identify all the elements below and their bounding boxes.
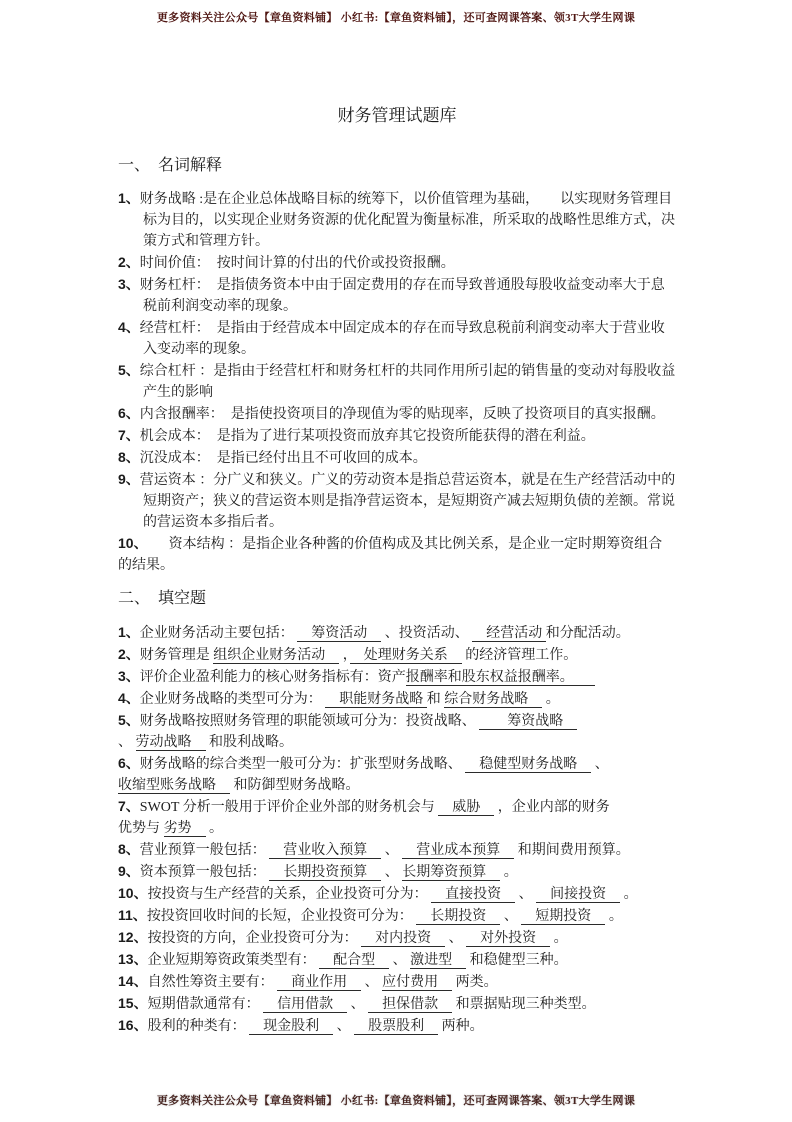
blank-answer: 报酬率和股东权益报酬率。 bbox=[405, 670, 595, 685]
definition-text: 财务杠杆： 是指债务资本中由于固定费用的存在而导致普通股每股收益变动率大于息税前利润变动率的现象。 bbox=[139, 278, 665, 314]
definition-text: 内含报酬率： 是指使投资项目的净现值为零的贴现率，反映了投资项目的真实报酬。 bbox=[139, 407, 665, 422]
question-text: 营业预算一般包括： bbox=[139, 843, 270, 858]
item-number: 7、 bbox=[118, 798, 140, 814]
question-text: 、 bbox=[445, 931, 467, 946]
question-text: 和期间费用预算。 bbox=[514, 843, 630, 858]
item-number: 1、 bbox=[118, 190, 140, 206]
fill-blank-item bbox=[118, 883, 676, 905]
question-text: 、 bbox=[500, 909, 522, 924]
question-text: 、 bbox=[381, 843, 403, 858]
item-number: 7、 bbox=[118, 427, 140, 443]
fill-blank-item bbox=[118, 949, 676, 971]
question-text: 财务战略的综合类型一般可分为：扩张型财务战略、 bbox=[139, 757, 466, 772]
fill-blank-item bbox=[118, 993, 676, 1015]
section-heading-definitions: 一、 名词解释 bbox=[118, 157, 223, 174]
fill-blank-item bbox=[118, 905, 676, 927]
definition-item bbox=[118, 274, 676, 317]
question-text: 按投资回收时间的长短，企业投资可分为： bbox=[146, 909, 417, 924]
question-text: 和票据贴现三种类型。 bbox=[452, 997, 596, 1012]
blank-answer: 筹资战略 bbox=[479, 714, 578, 729]
item-number: 1、 bbox=[118, 624, 140, 640]
item-number: 9、 bbox=[118, 471, 140, 487]
definition-text: 机会成本： 是指为了进行某项投资而放弃其它投资所能获得的潜在利益。 bbox=[139, 429, 595, 444]
blank-answer: 劣势 bbox=[163, 821, 206, 836]
definition-text: 时间价值： 按时间计算的付出的代价或投资报酬。 bbox=[139, 256, 455, 271]
question-text: 和防御型财务战略。 bbox=[230, 778, 360, 793]
fill-blank-item bbox=[118, 710, 676, 753]
blank-answer: 现金股利 bbox=[249, 1019, 334, 1034]
question-text: 、 bbox=[347, 997, 369, 1012]
item-number: 6、 bbox=[118, 755, 140, 771]
question-text: 财务战略按照财务管理的职能领域可分为：投资战略、 bbox=[139, 714, 480, 729]
blank-answer: 营业收入预算 bbox=[269, 843, 382, 858]
blank-answer: 对内投资 bbox=[361, 931, 446, 946]
page-header: 更多资料关注公众号【章鱼资料铺】 小红书:【章鱼资料铺】，还可查网课答案、领3T大学生网课 bbox=[156, 12, 636, 24]
question-text: ，企业内部的财务 bbox=[494, 800, 610, 815]
question-text: 、投资活动、 bbox=[381, 626, 473, 641]
question-text: ， bbox=[339, 648, 350, 663]
question-text: 和股利战略。 bbox=[205, 735, 293, 750]
blank-answer: 商业作用 bbox=[277, 975, 362, 990]
blank-answer: 职能财务战略 bbox=[325, 692, 427, 707]
question-text: 。 bbox=[550, 931, 568, 946]
item-number: 4、 bbox=[118, 690, 140, 706]
fill-blank-item bbox=[118, 839, 676, 861]
fill-blank-item bbox=[118, 1015, 676, 1037]
blank-answer: 威胁 bbox=[438, 800, 495, 815]
question-text: 企业财务活动主要包括： bbox=[139, 626, 298, 641]
item-number: 12、 bbox=[118, 929, 148, 945]
definition-item bbox=[118, 533, 676, 576]
definition-text: 沉没成本： 是指已经付出且不可收回的成本。 bbox=[139, 451, 427, 466]
item-number: 11、 bbox=[118, 907, 147, 923]
question-text: 财务管理是 bbox=[139, 648, 214, 663]
question-text: 和稳健型三种。 bbox=[466, 953, 568, 968]
blank-answer: 对外投资 bbox=[466, 931, 551, 946]
blank-answer: 收缩型账务战略 bbox=[118, 778, 230, 793]
blank-answer: 综合财务战略 bbox=[444, 692, 543, 707]
fill-blank-item bbox=[118, 666, 676, 688]
question-text: 、 bbox=[389, 953, 411, 968]
question-text: 和 bbox=[426, 692, 445, 707]
question-text: 两类。 bbox=[452, 975, 498, 990]
question-text: 企业短期筹资政策类型有： bbox=[147, 953, 320, 968]
question-text: 、 bbox=[361, 975, 383, 990]
definition-item bbox=[118, 188, 676, 252]
blank-answer: 长期投资预算 bbox=[269, 865, 382, 880]
document-content bbox=[118, 104, 676, 1037]
question-text: 。 bbox=[620, 887, 638, 902]
question-text: 短期借款通常有： bbox=[147, 997, 264, 1012]
blank-answer: 处理财务关系 bbox=[349, 648, 462, 663]
blank-answer: 组织企业财务活动 bbox=[213, 648, 340, 663]
question-text: 、 bbox=[118, 735, 136, 750]
blank-answer: 劳动战略 bbox=[135, 735, 206, 750]
definition-item bbox=[118, 425, 676, 447]
question-text: 、 bbox=[591, 757, 609, 772]
item-number: 2、 bbox=[118, 646, 140, 662]
definition-text: 综合杠杆 ：是指由于经营杠杆和财务杠杆的共同作用所引起的销售量的变动对每股收益产生的影响 bbox=[139, 364, 676, 400]
question-text: 的经济管理工作。 bbox=[461, 648, 578, 663]
item-number: 9、 bbox=[118, 863, 140, 879]
item-number: 5、 bbox=[118, 362, 140, 378]
fill-blank-list bbox=[118, 622, 676, 1037]
blank-answer: 经营活动 bbox=[472, 626, 546, 641]
item-number: 10、 bbox=[118, 535, 141, 551]
item-number: 13、 bbox=[118, 951, 148, 967]
definition-item bbox=[118, 403, 676, 425]
question-text: 自然性筹资主要有： bbox=[147, 975, 278, 990]
question-text: 。 bbox=[500, 865, 518, 880]
definition-item bbox=[118, 360, 676, 403]
fill-blank-item bbox=[118, 927, 676, 949]
definition-text: 资本结构 ：是指企业各种酱的价值构成及其比例关系，是企业一定时期筹资组合的结果。 bbox=[118, 537, 663, 573]
question-text: 。 bbox=[205, 821, 223, 836]
question-text: 企业财务战略的类型可分为： bbox=[139, 692, 326, 707]
blank-answer: 激进型 bbox=[410, 953, 467, 968]
blank-answer: 长期筹资预算 bbox=[402, 865, 501, 880]
question-text: 、 bbox=[515, 887, 537, 902]
question-text: 、 bbox=[333, 1019, 355, 1034]
question-text: 按投资的方向，企业投资可分为： bbox=[147, 931, 362, 946]
item-number: 14、 bbox=[118, 973, 148, 989]
item-number: 15、 bbox=[118, 995, 148, 1011]
blank-answer: 稳健型财务战略 bbox=[465, 757, 592, 772]
fill-blank-item bbox=[118, 796, 676, 839]
blank-answer: 信用借款 bbox=[263, 997, 348, 1012]
definition-item bbox=[118, 469, 676, 533]
fill-blank-item bbox=[118, 622, 676, 644]
blank-answer: 筹资活动 bbox=[297, 626, 382, 641]
item-number: 3、 bbox=[118, 668, 140, 684]
item-number: 4、 bbox=[118, 319, 140, 335]
item-number: 5、 bbox=[118, 712, 140, 728]
question-text: 股利的种类有： bbox=[147, 1019, 250, 1034]
question-text: 和分配活动。 bbox=[545, 626, 630, 641]
fill-blank-item bbox=[118, 971, 676, 993]
definition-text: 财务战略 :是在企业总体战略目标的统筹下，以价值管理为基础， 以实现财务管理目标为目的，以实现企业财务资源的优化配置为衡量标准，所采取的战略性思维方式，决策方式和管理方针。 bbox=[139, 192, 675, 249]
fill-blank-item bbox=[118, 753, 676, 796]
blank-answer: 营业成本预算 bbox=[402, 843, 515, 858]
question-text: 优势与 bbox=[118, 821, 164, 836]
blank-answer: 股票股利 bbox=[354, 1019, 439, 1034]
blank-answer: 直接投资 bbox=[431, 887, 516, 902]
fill-blank-item bbox=[118, 644, 676, 666]
fill-blank-item bbox=[118, 861, 676, 883]
blank-answer: 间接投资 bbox=[536, 887, 621, 902]
item-number: 6、 bbox=[118, 405, 140, 421]
item-number: 3、 bbox=[118, 276, 140, 292]
definition-list bbox=[118, 188, 676, 576]
item-number: 8、 bbox=[118, 449, 140, 465]
section-heading-fill-blanks: 二、 填空题 bbox=[118, 590, 207, 607]
blank-answer: 短期投资 bbox=[521, 909, 606, 924]
definition-text: 营运资本 ：分广义和狭义。广义的劳动资本是指总营运资本，就是在生产经营活动中的短期资产；狭义的营运资本则是指净营运资本，是短期资产减去短期负债的差额。常说的营运资本多指后者。 bbox=[139, 473, 676, 530]
item-number: 10、 bbox=[118, 885, 148, 901]
question-text: SWOT 分析一般用于评价企业外部的财务机会与 bbox=[139, 800, 439, 815]
blank-answer: 配合型 bbox=[319, 953, 390, 968]
item-number: 2、 bbox=[118, 254, 140, 270]
question-text: 、 bbox=[381, 865, 403, 880]
definition-item bbox=[118, 317, 676, 360]
question-text: 。 bbox=[605, 909, 623, 924]
definition-text: 经营杠杆： 是指由于经营成本中固定成本的存在而导致息税前利润变动率大于营业收入变动率的现象。 bbox=[139, 321, 665, 357]
page-title: 财务管理试题库 bbox=[337, 106, 457, 125]
definition-item bbox=[118, 252, 676, 274]
page-footer: 更多资料关注公众号【章鱼资料铺】 小红书:【章鱼资料铺】，还可查网课答案、领3T大学生网课 bbox=[156, 1095, 636, 1107]
question-text: 。 bbox=[542, 692, 560, 707]
question-text: 资本预算一般包括： bbox=[139, 865, 270, 880]
question-text: 评价企业盈利能力的核心财务指标有：资产 bbox=[139, 670, 406, 685]
fill-blank-item bbox=[118, 688, 676, 710]
blank-answer: 应付费用 bbox=[382, 975, 453, 990]
item-number: 16、 bbox=[118, 1017, 148, 1033]
blank-answer: 担保借款 bbox=[368, 997, 453, 1012]
item-number: 8、 bbox=[118, 841, 140, 857]
question-text: 按投资与生产经营的关系，企业投资可分为： bbox=[147, 887, 432, 902]
question-text: 两种。 bbox=[438, 1019, 484, 1034]
definition-item bbox=[118, 447, 676, 469]
blank-answer: 长期投资 bbox=[416, 909, 501, 924]
